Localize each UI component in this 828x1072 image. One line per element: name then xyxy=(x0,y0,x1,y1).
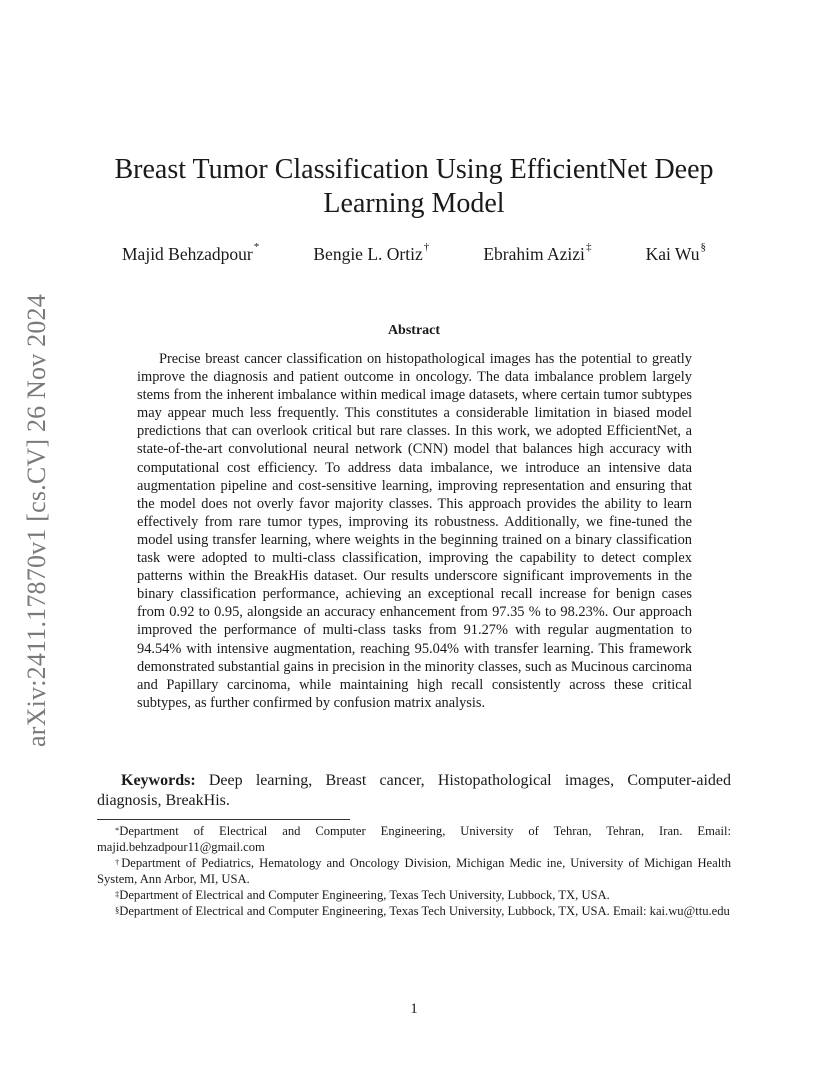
footnote-divider xyxy=(97,819,350,820)
footnote-text: Department of Electrical and Computer Engineering, Texas Tech University, Lubbock, TX, USA. Email: kai.wu@ttu.edu xyxy=(119,904,730,918)
footnote xyxy=(97,823,731,855)
footnote-mark: † xyxy=(115,857,122,867)
footnote xyxy=(97,855,731,887)
page-number: 1 xyxy=(410,1001,418,1017)
author-mark: § xyxy=(700,241,706,253)
author-name: Kai Wu xyxy=(645,244,700,264)
footnote xyxy=(97,887,731,903)
footnote-mark: ‡ xyxy=(115,889,120,899)
author-mark: * xyxy=(253,241,260,253)
author-mark: † xyxy=(423,241,430,253)
footnote-mark: * xyxy=(115,825,120,835)
arxiv-identifier: arXiv:2411.17870v1 [cs.CV] 26 Nov 2024 xyxy=(22,294,51,748)
author-list xyxy=(100,241,728,265)
footnote-mark: § xyxy=(115,905,120,915)
footnote-text: Department of Electrical and Computer Engineering, Texas Tech University, Lubbock, TX, USA. xyxy=(119,888,610,902)
author xyxy=(483,241,592,265)
footnote-text: Department of Electrical and Computer Engineering, University of Tehran, Tehran, Iran. Email: majid.behzadpour11@gmail.com xyxy=(97,824,731,854)
abstract-body: Precise breast cancer classification on histopathological images has the potential to greatly improve the diagnosis and patient outcome in oncology. The data imbalance problem largely stems from the inherent imbalance within medical image datasets, where certain tumor subtypes may appear much less frequently. This constitutes a considerable limitation in biased model predictions that can overlook critical but rare classes. In this work, we adopted EfficientNet, a state-of-the-art convolutional neural network (CNN) model that balances high accuracy with computational cost efficiency. To address data imbalance, we introduce an intensive data augmentation pipeline and cost-sensitive learning, improving representation and ensuring that the model does not overly favor majority classes. This approach provides the ability to learn effectively from rare tumor types, improving its robustness. Additionally, we fine-tuned the model using transfer learning, where weights in the beginning trained on a binary classification task were adopted to multi-class classification, improving the capability to detect complex patterns within the BreakHis dataset. Our results underscore significant improvements in the binary classification performance, achieving an exceptional recall increase for benign cases from 0.92 to 0.95, alongside an accuracy enhancement from 97.35 % to 98.23%. Our approach improved the performance of multi-class tasks from 91.27% with regular augmentation to 94.54% with intensive augmentation, reaching 95.04% with transfer learning. This framework demonstrated substantial gains in precision in the minority classes, such as Mucinous carcinoma and Papillary carcinoma, while maintaining high recall consistently across these critical subtypes, as further confirmed by confusion matrix analysis. xyxy=(137,351,692,711)
footnotes xyxy=(97,823,731,919)
paper-title: Breast Tumor Classification Using EfficientNet Deep Learning Model xyxy=(114,154,714,219)
author-name: Bengie L. Ortiz xyxy=(313,244,423,264)
keywords-label: Keywords: xyxy=(121,772,196,789)
keywords-text: Deep learning, Breast cancer, Histopathological images, Computer-aided diagnosis, BreakHis. xyxy=(97,772,732,809)
author xyxy=(313,241,430,265)
author xyxy=(645,241,706,265)
footnote xyxy=(97,903,731,919)
abstract-heading: Abstract xyxy=(387,323,441,338)
author-mark: ‡ xyxy=(585,241,592,253)
footnote-text: Department of Pediatrics, Hematology and Oncology Division, Michigan Medic ine, University of Michigan Health System, Ann Arbor, MI, USA. xyxy=(97,856,732,886)
keywords xyxy=(97,771,731,811)
author-name: Ebrahim Azizi xyxy=(483,244,585,264)
author xyxy=(122,241,260,265)
author-name: Majid Behzadpour xyxy=(122,244,253,264)
